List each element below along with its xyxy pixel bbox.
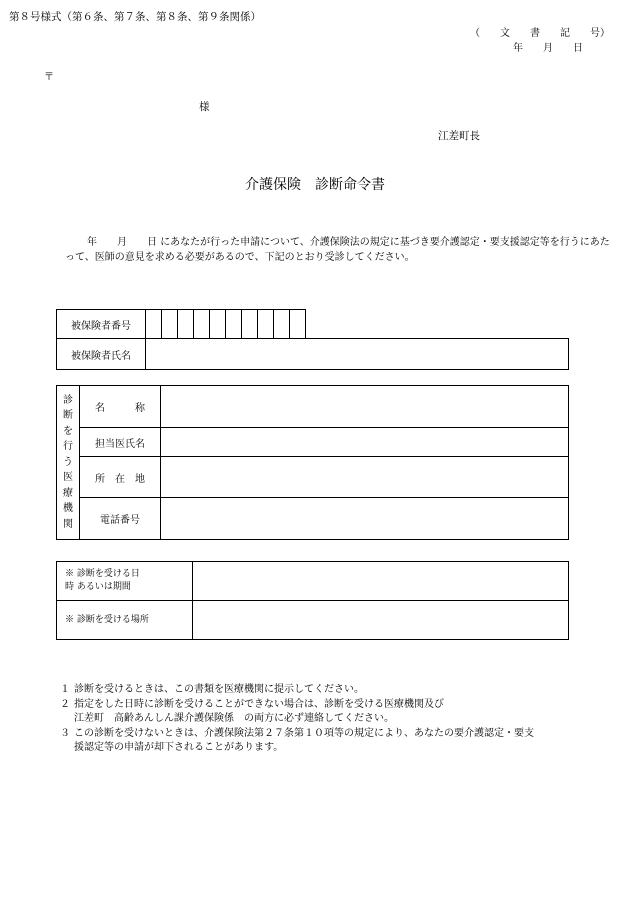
insured-name-field[interactable] [146, 339, 569, 370]
institution-address-field[interactable] [161, 457, 569, 498]
notes-list [60, 683, 620, 756]
sender-name: 江差町長 [438, 130, 480, 142]
institution-phone-label: 電話番号 [80, 498, 161, 540]
note-item: ３ この診断を受けないときは、介護保険法第２７条第１０項等の規定により、あなたの要介護認定・要支 [60, 727, 534, 739]
institution-name-label: 名 称 [80, 386, 161, 428]
postal-mark: 〒 [44, 72, 54, 83]
diagnosis-place-field[interactable] [193, 601, 569, 640]
insured-number-box[interactable] [210, 310, 226, 339]
insured-number-label: 被保険者番号 [57, 310, 146, 339]
issue-date: 年 月 日 [513, 43, 583, 54]
note-item-continued: 援認定等の申請が却下されることがあります。 [74, 742, 284, 753]
insured-number-box[interactable] [178, 310, 194, 339]
diagnosis-place-label: ※ 診断を受ける場所 [57, 601, 193, 640]
doctor-name-field[interactable] [161, 428, 569, 457]
diagnosis-date-label: ※ 診断を受ける日 時 あるいは期間 [57, 562, 193, 601]
insured-table [56, 309, 569, 370]
insured-number-box[interactable] [146, 310, 162, 339]
document-number: （ 文 書 記 号） [470, 28, 610, 39]
institution-vertical-label: 診 断 を 行 う 医 療 機 関 [57, 386, 80, 540]
insured-number-spacer [306, 310, 569, 339]
institution-phone-field[interactable] [161, 498, 569, 540]
institution-name-field[interactable] [161, 386, 569, 428]
body-text: にあなたが行った申請について、介護保険法の規定に基づき要介護認定・要支援認定等を行うにあたって、医師の意見を求める必要があるので、下記のとおり受診してください。 [65, 237, 610, 263]
insured-number-box[interactable] [290, 310, 306, 339]
insured-number-box[interactable] [242, 310, 258, 339]
institution-table [56, 385, 569, 540]
insured-number-box[interactable] [194, 310, 210, 339]
note-item-continued: 江差町 高齢あんしん課介護保険係 の両方に必ず連絡してください。 [74, 713, 394, 724]
recipient-honorific: 様 [199, 101, 210, 113]
insured-number-box[interactable] [226, 310, 242, 339]
diagnosis-date-field[interactable] [193, 562, 569, 601]
insured-number-box[interactable] [258, 310, 274, 339]
insured-number-box[interactable] [162, 310, 178, 339]
insured-number-box[interactable] [274, 310, 290, 339]
institution-address-label: 所 在 地 [80, 457, 161, 498]
insured-name-label: 被保険者氏名 [57, 339, 146, 370]
application-date: 年 月 日 [87, 237, 157, 248]
note-item: １ 診断を受けるときは、この書類を医療機関に提示してください。 [60, 684, 364, 695]
document-title: 介護保険 診断命令書 [245, 177, 385, 193]
note-item: ２ 指定をした日時に診断を受けることができない場合は、診断を受ける医療機関及び [60, 698, 444, 710]
form-number: 第８号様式（第６条、第７条、第８条、第９条関係） [9, 11, 261, 23]
doctor-name-label: 担当医氏名 [80, 428, 161, 457]
schedule-table [56, 561, 569, 640]
body-paragraph [65, 236, 615, 265]
